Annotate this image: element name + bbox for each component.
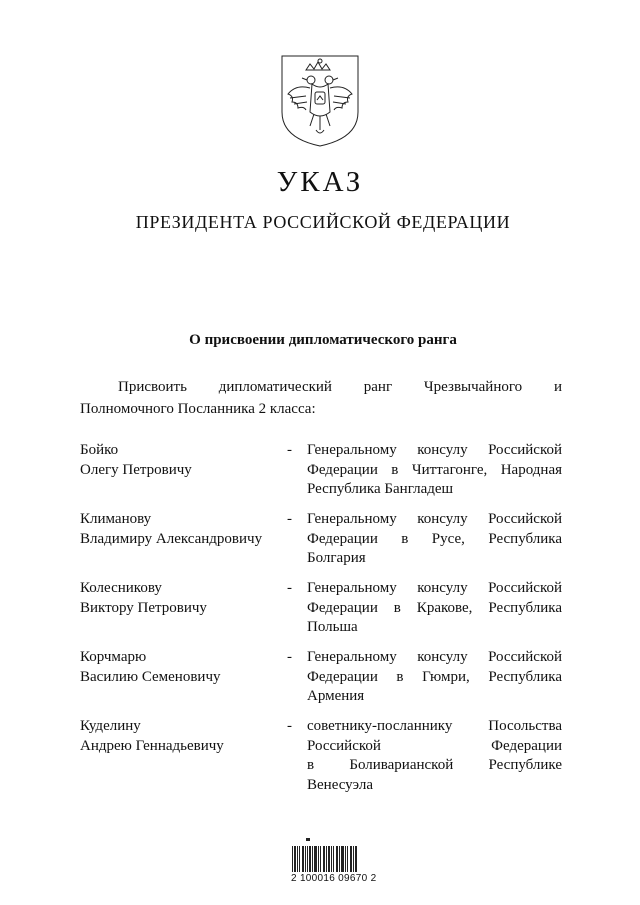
list-item	[80, 441, 562, 510]
post-line: Польша	[307, 619, 358, 635]
appointee-name	[80, 717, 280, 756]
appointee-post	[307, 648, 562, 707]
surname: Климанову	[80, 511, 152, 527]
appointee-post	[307, 717, 562, 795]
post-line: советнику-посланнику Посольства	[307, 718, 562, 734]
appointee-name	[80, 441, 280, 480]
document-subtitle: ПРЕЗИДЕНТА РОССИЙСКОЙ ФЕДЕРАЦИИ	[135, 212, 511, 232]
post-line: Федерации в Кракове, Республика	[307, 599, 562, 616]
state-emblem-icon	[276, 50, 364, 150]
appointee-name	[80, 510, 280, 549]
list-item	[80, 579, 562, 648]
intro-line-1: Присвоить дипломатический ранг Чрезвычайного и	[118, 379, 562, 395]
post-line: Генеральному консулу Российской	[307, 580, 562, 596]
appointee-post	[307, 510, 562, 569]
given-names: Владимиру Александровичу	[80, 530, 263, 547]
dash-separator: -	[287, 511, 292, 527]
barcode-number: 2 100016 09670 2	[291, 873, 377, 884]
appointee-name	[80, 579, 280, 618]
document-title: УКАЗ	[276, 166, 364, 198]
list-item	[80, 648, 562, 717]
given-names: Виктору Петровичу	[80, 599, 207, 616]
post-line: Федерации в Читтагонге, Народная	[307, 461, 562, 478]
post-line: Республика Бангладеш	[307, 481, 454, 497]
dash-separator: -	[287, 718, 292, 734]
given-names: Олегу Петровичу	[80, 461, 192, 478]
surname: Корчмарю	[80, 649, 147, 665]
dash-separator: -	[287, 649, 292, 665]
given-names: Василию Семеновичу	[80, 668, 221, 685]
appointee-name	[80, 648, 280, 687]
barcode-icon	[292, 838, 358, 898]
list-item	[80, 717, 562, 793]
post-line: Армения	[307, 688, 365, 704]
post-line: Федерации в Гюмри, Республика	[307, 668, 562, 685]
post-line: Российской Федерации	[307, 737, 562, 754]
post-line: Генеральному консулу Российской	[307, 649, 562, 665]
surname: Бойко	[80, 442, 119, 458]
post-line: Венесуэла	[307, 776, 373, 793]
surname: Колесникову	[80, 580, 162, 596]
surname: Куделину	[80, 718, 141, 734]
post-line: Генеральному консулу Российской	[307, 511, 562, 527]
appointee-post	[307, 441, 562, 500]
dash-separator: -	[287, 580, 292, 596]
list-item	[80, 510, 562, 579]
appointees-list	[80, 441, 562, 793]
document-heading: О присвоении дипломатического ранга	[189, 332, 457, 348]
intro-paragraph	[80, 376, 562, 420]
appointee-post	[307, 579, 562, 638]
dash-separator: -	[287, 442, 292, 458]
post-line: в Боливарианской Республике	[307, 757, 562, 773]
post-line: Федерации в Русе, Республика	[307, 530, 562, 547]
given-names: Андрею Геннадьевичу	[80, 737, 224, 754]
intro-line-2: Полномочного Посланника 2 класса:	[80, 401, 316, 417]
post-line: Генеральному консулу Российской	[307, 442, 562, 458]
post-line: Болгария	[307, 550, 366, 566]
